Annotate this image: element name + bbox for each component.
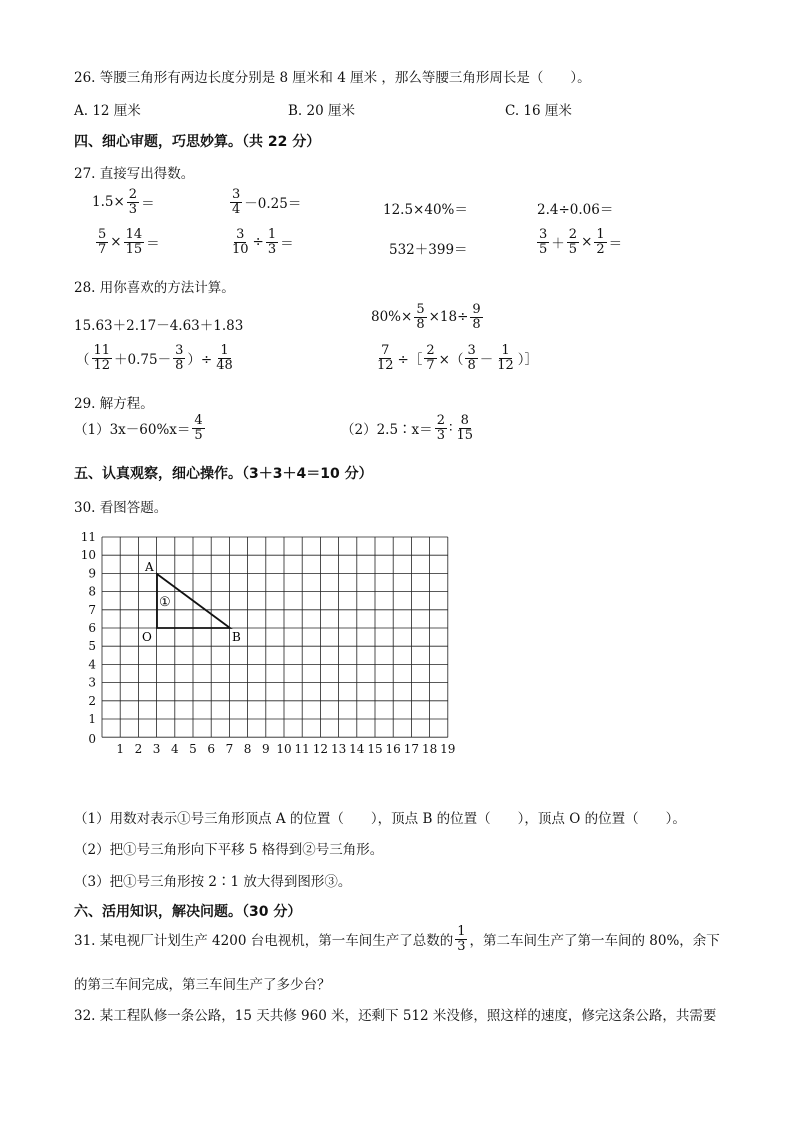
q30-part-3: （3）把①号三角形按 2∶1 放大得到图形③。 xyxy=(74,874,352,890)
q27-expr-4: 2.4÷0.06＝ xyxy=(537,202,614,218)
q29-title: 29. 解方程。 xyxy=(74,396,154,412)
x-tick-label: 1 xyxy=(116,742,125,757)
y-tick-label: 1 xyxy=(88,712,96,726)
x-tick-label: 2 xyxy=(134,742,143,757)
x-tick-label: 14 xyxy=(349,742,365,757)
x-tick-label: 10 xyxy=(276,742,292,757)
q26-text: 26. 等腰三角形有两边长度分别是 8 厘米和 4 厘米 ，那么等腰三角形周长是（ ）。 xyxy=(74,70,591,86)
q26-option-c: C. 16 厘米 xyxy=(505,103,572,119)
y-tick-label: 0 xyxy=(88,732,96,747)
q28-expr-1: 15.63＋2.17－4.63＋1.83 xyxy=(74,318,244,334)
x-tick-label: 19 xyxy=(440,742,456,757)
y-tick-label: 7 xyxy=(88,602,96,617)
x-tick-label: 5 xyxy=(189,742,197,757)
coordinate-grid xyxy=(74,525,464,760)
q27-expr-8: $\frac{3}{5}$ ＋ $\frac{2}{5}$ × $\frac{1}{2}$ ＝ xyxy=(539,227,623,257)
q27-expr-6: $\frac{3}{10}$ ÷ $\frac{1}{3}$ ＝ xyxy=(232,227,294,257)
x-tick-label: 8 xyxy=(243,742,252,757)
q31-line-1: 31. 某电视厂计划生产 4200 台电视机，第一车间生产了总数的 $\frac{1}{3}$ ，第二车间生产了第一车间的 80%，余下 xyxy=(74,924,720,954)
section-5-title: 五、认真观察，细心操作。（3＋3＋4＝10 分） xyxy=(74,466,373,482)
y-tick-label: 4 xyxy=(88,657,96,672)
q27-expr-2: $\frac{3}{4}$ －0.25＝ xyxy=(232,187,302,217)
q30-part-2: （2）把①号三角形向下平移 5 格得到②号三角形。 xyxy=(74,842,384,858)
y-tick-label: 8 xyxy=(88,584,96,599)
q27-title: 27. 直接写出得数。 xyxy=(74,166,195,182)
x-tick-label: 9 xyxy=(261,742,270,757)
q26-option-a: A. 12 厘米 xyxy=(74,103,141,119)
section-4-title: 四、细心审题，巧思妙算。（共 22 分） xyxy=(74,134,321,150)
y-tick-label: 11 xyxy=(80,530,96,544)
q26-option-b: B. 20 厘米 xyxy=(288,103,355,119)
q28-expr-2: 80%× $\frac{5}{8}$ ×18÷ $\frac{9}{8}$ xyxy=(371,302,481,332)
x-tick-label: 7 xyxy=(225,742,234,757)
x-tick-label: 13 xyxy=(330,742,347,757)
q27-expr-5: $\frac{5}{7}$ × $\frac{14}{15}$ ＝ xyxy=(98,227,160,257)
x-tick-label: 11 xyxy=(294,742,310,757)
x-tick-label: 12 xyxy=(312,742,329,757)
triangle-1-label: ① xyxy=(159,595,171,610)
q28-expr-4: $\frac{7}{12}$ ÷［ $\frac{2}{7}$ ×（ $\frac{3}{8}$ － $\frac{1}{12}$ ）］ xyxy=(377,343,539,373)
q30-part-1: （1）用数对表示①号三角形顶点 A 的位置（ ），顶点 B 的位置（ ），顶点 O 的位置（ ）。 xyxy=(74,811,686,827)
q28-expr-3: （ $\frac{11}{12}$ ＋0.75－ $\frac{3}{8}$ ）÷ $\frac{1}{48}$ xyxy=(76,343,233,373)
y-tick-label: 6 xyxy=(88,621,96,635)
x-tick-label: 17 xyxy=(403,742,420,757)
y-tick-label: 10 xyxy=(80,548,96,563)
y-tick-label: 2 xyxy=(88,693,96,708)
y-tick-label: 3 xyxy=(88,675,96,690)
q29-equation-1: （1）3x－60%x＝ $\frac{4}{5}$ xyxy=(74,413,203,443)
q28-title: 28. 用你喜欢的方法计算。 xyxy=(74,280,235,296)
y-tick-label: 9 xyxy=(88,566,96,581)
x-tick-label: 15 xyxy=(367,742,383,757)
q27-expr-1: 1.5× $\frac{2}{3}$ ＝ xyxy=(92,187,155,217)
q31-line-2: 的第三车间完成，第三车间生产了多少台？ xyxy=(74,977,331,993)
q29-equation-2: （2）2.5∶x＝ $\frac{2}{3}$ ∶ $\frac{8}{15}$ xyxy=(341,413,474,443)
x-tick-label: 6 xyxy=(207,742,216,757)
q27-expr-7: 532＋399＝ xyxy=(389,242,468,258)
vertex-a-label: A xyxy=(145,560,154,574)
q30-title: 30. 看图答题。 xyxy=(74,500,168,516)
vertex-o-label: O xyxy=(142,630,152,644)
vertex-b-label: B xyxy=(232,630,241,644)
x-tick-label: 4 xyxy=(170,742,179,757)
q27-expr-3: 12.5×40%＝ xyxy=(383,202,468,218)
x-tick-label: 3 xyxy=(152,742,161,757)
section-6-title: 六、活用知识，解决问题。（30 分） xyxy=(74,904,302,920)
q32-text: 32. 某工程队修一条公路，15 天共修 960 米，还剩下 512 米没修，照这样的速度，修完这条公路，共需要 xyxy=(74,1008,717,1024)
y-tick-label: 5 xyxy=(88,639,96,654)
x-tick-label: 16 xyxy=(385,742,401,757)
x-tick-label: 18 xyxy=(421,742,438,757)
